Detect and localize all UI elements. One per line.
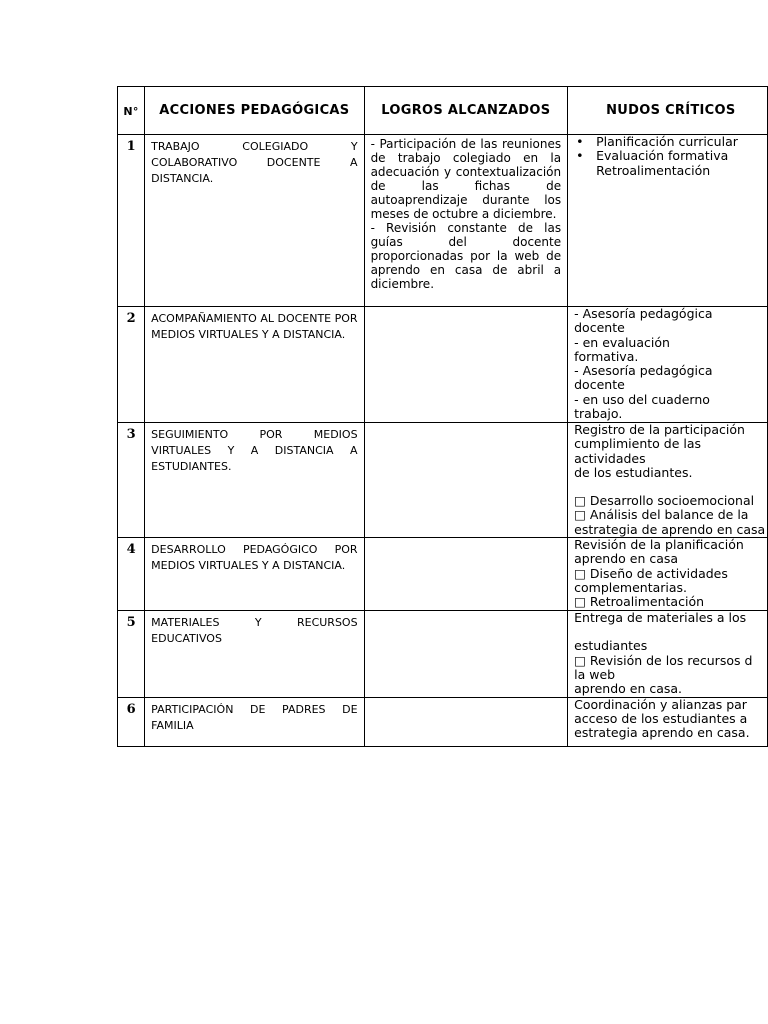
nudo-line: aprendo en casa. bbox=[574, 681, 683, 697]
row-number: 5 bbox=[118, 611, 145, 697]
nudo-line: actividades bbox=[574, 450, 646, 466]
logros-cell bbox=[364, 135, 568, 307]
nudo-line bbox=[574, 625, 767, 639]
logro-item: - Revisión constante de las guías del docente proporcionadas por la web de aprendo en casa de abril a diciembre. bbox=[370, 221, 562, 291]
accion-cell: DESARROLLO PEDAGÓGICO POR MEDIOS VIRTUALES Y A DISTANCIA. bbox=[145, 538, 364, 611]
nudo-line: docente bbox=[574, 377, 625, 393]
header-row bbox=[118, 87, 768, 135]
header-nudos: NUDOS CRÍTICOS bbox=[568, 87, 768, 135]
accion-cell: ACOMPAÑAMIENTO AL DOCENTE POR MEDIOS VIRTUALES Y A DISTANCIA. bbox=[145, 307, 364, 423]
accion-cell: TRABAJO COLEGIADO Y COLABORATIVO DOCENTE A DISTANCIA. bbox=[145, 135, 364, 307]
nudos-cell bbox=[568, 697, 768, 746]
logros-cell bbox=[364, 611, 568, 697]
table-body bbox=[118, 135, 768, 747]
nudo-line: estudiantes bbox=[574, 638, 648, 654]
nudo-line: □ Análisis del balance de la bbox=[574, 507, 749, 523]
nudo-line: Registro de la participación bbox=[574, 422, 745, 437]
nudo-line: □ Revisión de los recursos d bbox=[574, 652, 753, 668]
accion-cell: MATERIALES Y RECURSOS EDUCATIVOS bbox=[145, 611, 364, 697]
nudos-cell bbox=[568, 135, 768, 307]
nudo-line: - Asesoría pedagógica bbox=[574, 363, 713, 379]
nudo-line: estrategia de aprendo en casa bbox=[574, 521, 766, 537]
table-row bbox=[118, 423, 768, 538]
nudo-bullet-item: • Planificación curricular bbox=[574, 135, 767, 149]
nudo-line: Coordinación y alianzas par bbox=[574, 697, 747, 712]
accion-cell: PARTICIPACIÓN DE PADRES DE FAMILIA bbox=[145, 697, 364, 746]
nudo-line: docente bbox=[574, 320, 625, 336]
nudo-line: acceso de los estudiantes a bbox=[574, 710, 748, 726]
row-number: 4 bbox=[118, 538, 145, 611]
logros-cell bbox=[364, 423, 568, 538]
nudos-cell bbox=[568, 307, 768, 423]
nudo-line: □ Retroalimentación bbox=[574, 594, 705, 610]
row-number: 2 bbox=[118, 307, 145, 423]
row-number: 3 bbox=[118, 423, 145, 538]
nudo-line: - Asesoría pedagógica bbox=[574, 306, 713, 321]
accion-cell: SEGUIMIENTO POR MEDIOS VIRTUALES Y A DISTANCIA A ESTUDIANTES. bbox=[145, 423, 364, 538]
nudo-line: □ Desarrollo socioemocional bbox=[574, 493, 755, 509]
nudo-line: aprendo en casa bbox=[574, 551, 679, 567]
report-table bbox=[117, 86, 768, 747]
nudo-line: - en uso del cuaderno bbox=[574, 391, 710, 407]
nudos-cell bbox=[568, 538, 768, 611]
nudo-line: formativa. bbox=[574, 348, 639, 364]
table-row bbox=[118, 307, 768, 423]
nudos-cell bbox=[568, 611, 768, 697]
table-row bbox=[118, 135, 768, 307]
nudo-line: Entrega de materiales a los bbox=[574, 610, 747, 626]
nudo-line: trabajo. bbox=[574, 406, 623, 422]
row-number: 6 bbox=[118, 697, 145, 746]
nudo-bullet-item: • Evaluación formativa bbox=[574, 149, 767, 163]
table-row bbox=[118, 697, 768, 746]
nudo-line: estrategia aprendo en casa. bbox=[574, 725, 750, 741]
logros-cell bbox=[364, 307, 568, 423]
nudo-line: Revisión de la planificación bbox=[574, 537, 744, 553]
logro-item: - Participación de las reuniones de trabajo colegiado en la adecuación y contextualización de las fichas de autoaprendizaje durante los meses de octubre a diciembre. bbox=[370, 137, 562, 221]
logros-cell bbox=[364, 538, 568, 611]
nudo-line: □ Diseño de actividades bbox=[574, 565, 728, 581]
row-number: 1 bbox=[118, 135, 145, 307]
header-logros: LOGROS ALCANZADOS bbox=[364, 87, 568, 135]
nudo-line bbox=[574, 480, 767, 494]
header-acciones: ACCIONES PEDAGÓGICAS bbox=[145, 87, 364, 135]
logros-cell bbox=[364, 697, 568, 746]
nudo-line: - en evaluación bbox=[574, 334, 670, 350]
nudo-line: de los estudiantes. bbox=[574, 464, 693, 480]
table-row bbox=[118, 611, 768, 697]
header-num: N° bbox=[118, 87, 145, 135]
nudos-cell bbox=[568, 423, 768, 538]
nudo-bullet-item: Retroalimentación bbox=[596, 162, 711, 178]
nudo-line: complementarias. bbox=[574, 579, 688, 595]
nudo-line: cumplimiento de las bbox=[574, 436, 702, 452]
table-row bbox=[118, 538, 768, 611]
nudo-line: la web bbox=[574, 666, 616, 682]
